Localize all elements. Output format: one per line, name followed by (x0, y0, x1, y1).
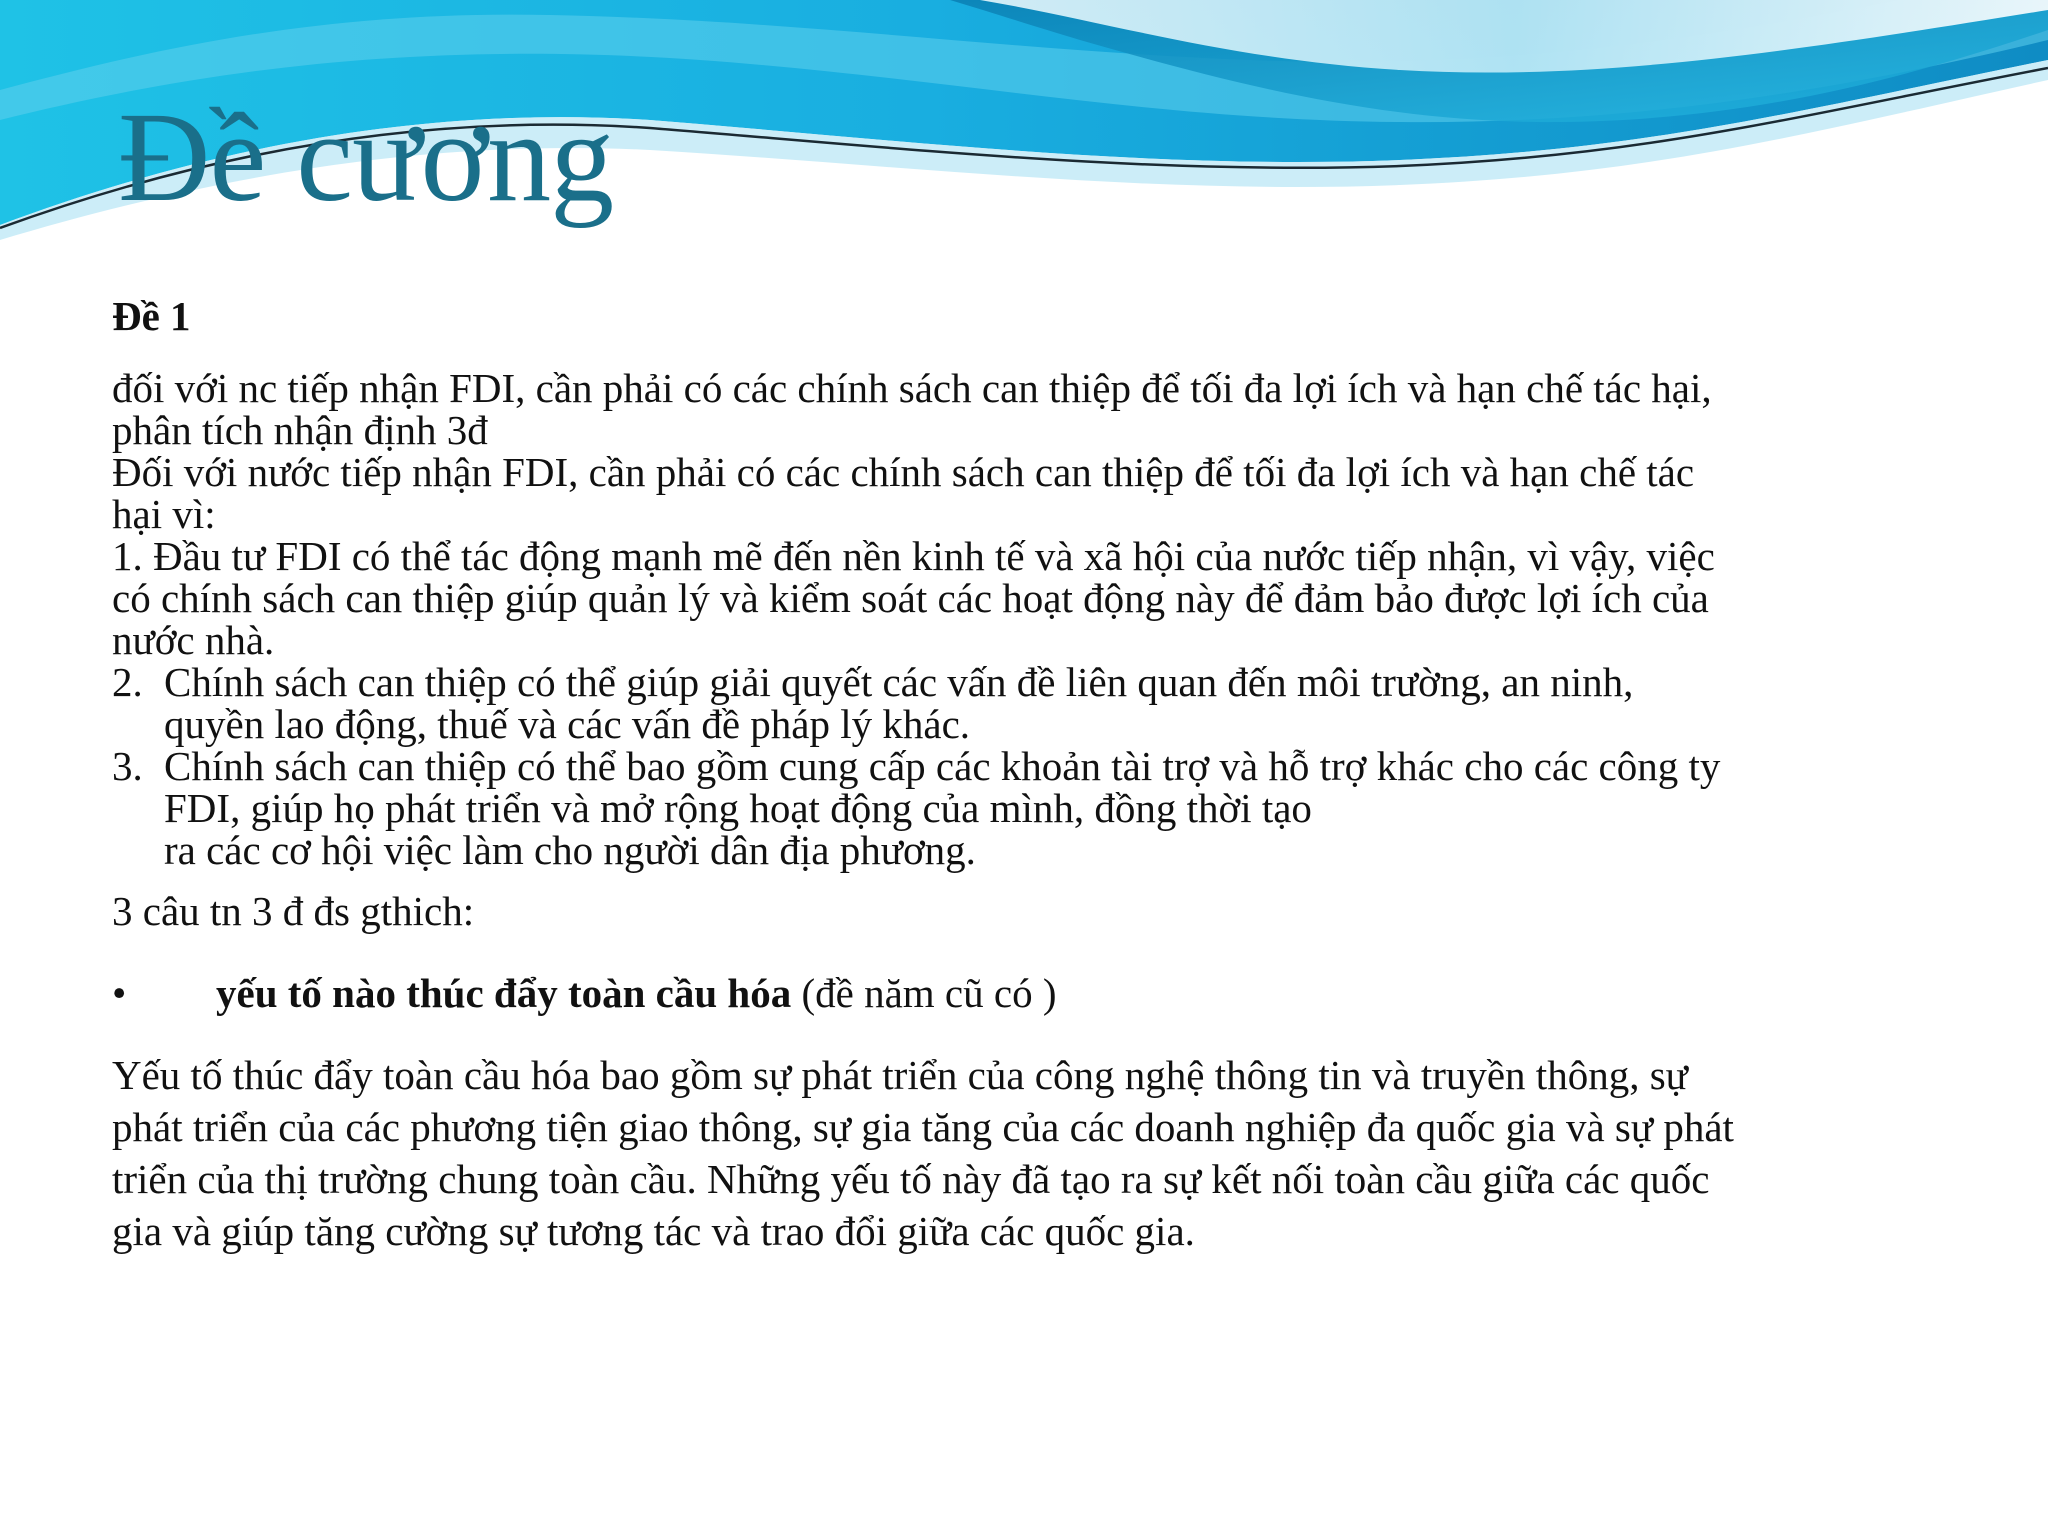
answer-2-line: gia và giúp tăng cường sự tương tác và trao đổi giữa các quốc gia. (112, 1208, 1195, 1254)
answer-2-line: phát triển của các phương tiện giao thông, sự gia tăng của các doanh nghiệp đa quốc gia và sự phát (112, 1104, 1734, 1150)
list-number: 3. (112, 743, 143, 789)
answer-1-intro-line: hại vì: (112, 491, 216, 537)
answer-1-intro (112, 451, 1992, 535)
question-1-line: phân tích nhận định 3đ (112, 407, 488, 453)
list-item-line: quyền lao động, thuế và các vấn đề pháp lý khác. (164, 701, 971, 747)
point-1-line: 1. Đầu tư FDI có thể tác động mạnh mẽ đến nền kinh tế và xã hội của nước tiếp nhận, vì vậy, việc (112, 533, 1715, 579)
bullet-icon: • (112, 970, 127, 1016)
bullet-question (112, 967, 1992, 1019)
answer-1-points (112, 661, 1992, 871)
answer-1-point-1 (112, 535, 1992, 661)
answer-1-intro-line: Đối với nước tiếp nhận FDI, cần phải có các chính sách can thiệp để tối đa lợi ích và hạn chế tác (112, 449, 1695, 495)
slide-body (112, 285, 1992, 1257)
list-item (112, 745, 1992, 871)
question-1-line: đối với nc tiếp nhận FDI, cần phải có các chính sách can thiệp để tối đa lợi ích và hạn chế tác hại, (112, 365, 1712, 411)
answer-2-line: triển của thị trường chung toàn cầu. Những yếu tố này đã tạo ra sự kết nối toàn cầu giữa các quốc (112, 1156, 1710, 1202)
list-item-line: Chính sách can thiệp có thể giúp giải quyết các vấn đề liên quan đến môi trường, an ninh, (164, 659, 1634, 705)
slide-title: Đề cương (118, 86, 614, 228)
bullet-question-note: (đề năm cũ có ) (791, 970, 1057, 1016)
list-item (112, 661, 1992, 745)
point-1-line: có chính sách can thiệp giúp quản lý và kiểm soát các hoạt động này để đảm bảo được lợi ích của (112, 575, 1709, 621)
list-item-line: Chính sách can thiệp có thể bao gồm cung cấp các khoản tài trợ và hỗ trợ khác cho các công ty (164, 743, 1721, 789)
list-item-line: FDI, giúp họ phát triển và mở rộng hoạt động của mình, đồng thời tạo (164, 785, 1312, 831)
section-2-label: 3 câu tn 3 đ đs gthich: (112, 888, 475, 934)
answer-2 (112, 1049, 1992, 1257)
answer-2-line: Yếu tố thúc đẩy toàn cầu hóa bao gồm sự phát triển của công nghệ thông tin và truyền thông, sự (112, 1052, 1688, 1098)
bullet-question-bold: yếu tố nào thúc đẩy toàn cầu hóa (216, 970, 792, 1016)
point-1-line: nước nhà. (112, 617, 275, 663)
list-number: 2. (112, 659, 143, 705)
list-item-line: ra các cơ hội việc làm cho người dân địa phương. (164, 827, 976, 873)
question-1 (112, 367, 1992, 451)
exam-heading: Đề 1 (112, 293, 191, 339)
